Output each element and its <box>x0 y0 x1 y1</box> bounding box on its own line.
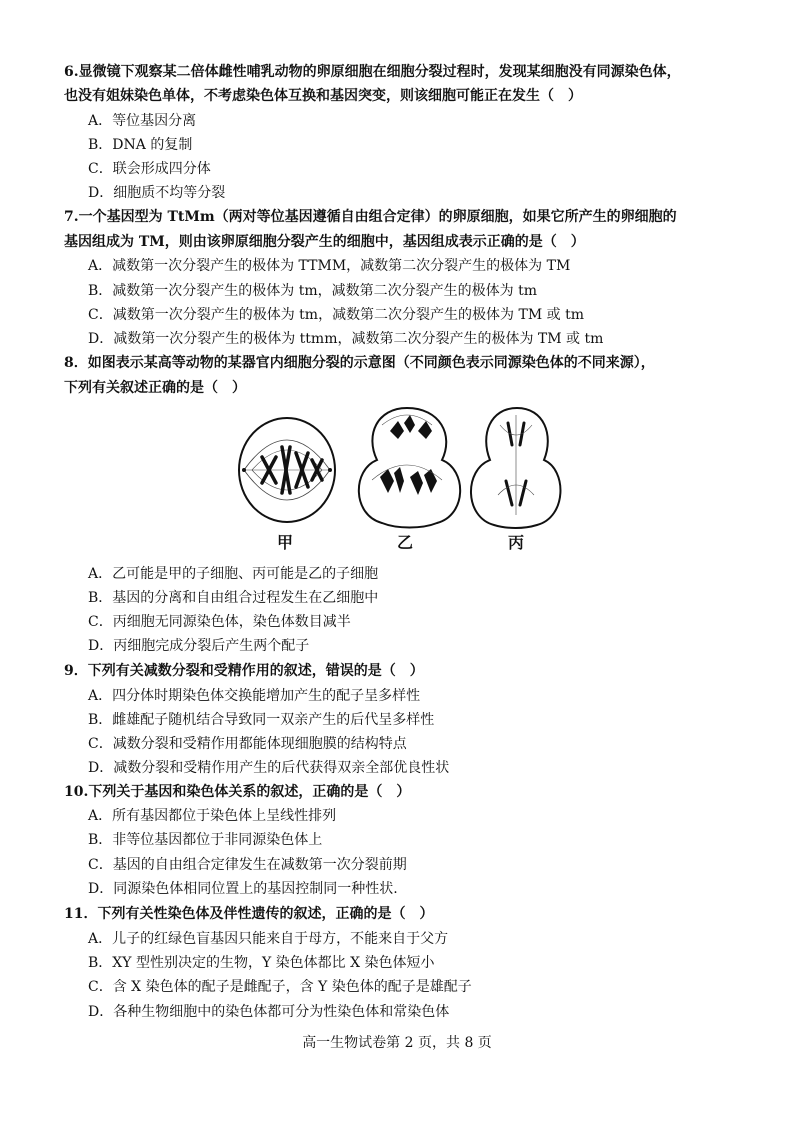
q6-option-b: B．DNA 的复制 <box>88 137 193 153</box>
q8-stem-line1: 8．如图表示某高等动物的某器官内细胞分裂的示意图（不同颜色表示同源染色体的不同来源）， <box>64 355 655 371</box>
q10-option-d: D．同源染色体相同位置上的基因控制同一种性状. <box>88 881 398 897</box>
q7-option-c: C．减数第一次分裂产生的极体为 tm，减数第二次分裂产生的极体为 TM 或 tm <box>88 307 584 323</box>
q11-option-c: C．含 X 染色体的配子是雌配子，含 Y 染色体的配子是雄配子 <box>88 979 472 995</box>
q8-stem-line2: 下列有关叙述正确的是（ ） <box>64 380 246 396</box>
q11-stem: 11．下列有关性染色体及伴性遗传的叙述，正确的是（ ） <box>64 906 434 922</box>
q6-stem-line2: 也没有姐妹染色单体，不考虑染色体互换和基因突变，则该细胞可能正在发生（ ） <box>64 88 582 104</box>
q8-option-a: A．乙可能是甲的子细胞、丙可能是乙的子细胞 <box>88 566 379 582</box>
q11-option-a: A．儿子的红绿色盲基因只能来自于母方，不能来自于父方 <box>88 931 449 947</box>
q10-option-b: B．非等位基因都位于非同源染色体上 <box>88 832 323 848</box>
q9-option-b: B．雌雄配子随机结合导致同一双亲产生的后代呈多样性 <box>88 712 435 728</box>
q7-option-a: A．减数第一次分裂产生的极体为 TTMM，减数第二次分裂产生的极体为 TM <box>88 258 571 274</box>
q8-option-b: B．基因的分离和自由组合过程发生在乙细胞中 <box>88 590 379 606</box>
q8-option-d: D．丙细胞完成分裂后产生两个配子 <box>88 638 310 654</box>
cell-division-figure <box>232 405 572 555</box>
q6-option-d: D．细胞质不均等分裂 <box>88 185 226 201</box>
q9-option-d: D．减数分裂和受精作用产生的后代获得双亲全部优良性状 <box>88 760 450 776</box>
q9-option-a: A．四分体时期染色体交换能增加产生的配子呈多样性 <box>88 688 421 704</box>
cell-bing <box>471 408 560 528</box>
q10-option-c: C．基因的自由组合定律发生在减数第一次分裂前期 <box>88 857 407 873</box>
q11-option-b: B．XY 型性别决定的生物，Y 染色体都比 X 染色体短小 <box>88 955 435 971</box>
q9-stem: 9．下列有关减数分裂和受精作用的叙述，错误的是（ ） <box>64 663 424 679</box>
fig-label-bing: 丙 <box>508 533 525 552</box>
fig-label-jia: 甲 <box>277 533 294 552</box>
q11-option-d: D．各种生物细胞中的染色体都可分为性染色体和常染色体 <box>88 1004 450 1020</box>
q7-option-d: D．减数第一次分裂产生的极体为 ttmm，减数第二次分裂产生的极体为 TM 或 tm <box>88 331 604 347</box>
cell-division-diagram <box>232 405 572 535</box>
q7-option-b: B．减数第一次分裂产生的极体为 tm，减数第二次分裂产生的极体为 tm <box>88 283 537 299</box>
page-footer: 高一生物试卷第 2 页，共 8 页 <box>302 1035 492 1051</box>
q6-option-c: C．联会形成四分体 <box>88 161 211 177</box>
fig-label-yi: 乙 <box>397 533 414 552</box>
q7-stem-line2: 基因组成为 TM，则由该卵原细胞分裂产生的细胞中，基因组成表示正确的是（ ） <box>64 234 585 250</box>
q9-option-c: C．减数分裂和受精作用都能体现细胞膜的结构特点 <box>88 736 407 752</box>
cell-yi <box>359 408 460 528</box>
q6-stem-line1: 6.显微镜下观察某二倍体雌性哺乳动物的卵原细胞在细胞分裂过程时，发现某细胞没有同源染色体， <box>64 64 681 80</box>
q8-option-c: C．丙细胞无同源染色体，染色体数目减半 <box>88 614 351 630</box>
q10-option-a: A．所有基因都位于染色体上呈线性排列 <box>88 808 337 824</box>
cell-jia <box>239 418 335 522</box>
q6-option-a: A．等位基因分离 <box>88 113 197 129</box>
q10-stem: 10.下列关于基因和染色体关系的叙述，正确的是（ ） <box>64 784 411 800</box>
q7-stem-line1: 7.一个基因型为 TtMm（两对等位基因遵循自由组合定律）的卵原细胞，如果它所产生的卵细胞的 <box>64 209 677 225</box>
